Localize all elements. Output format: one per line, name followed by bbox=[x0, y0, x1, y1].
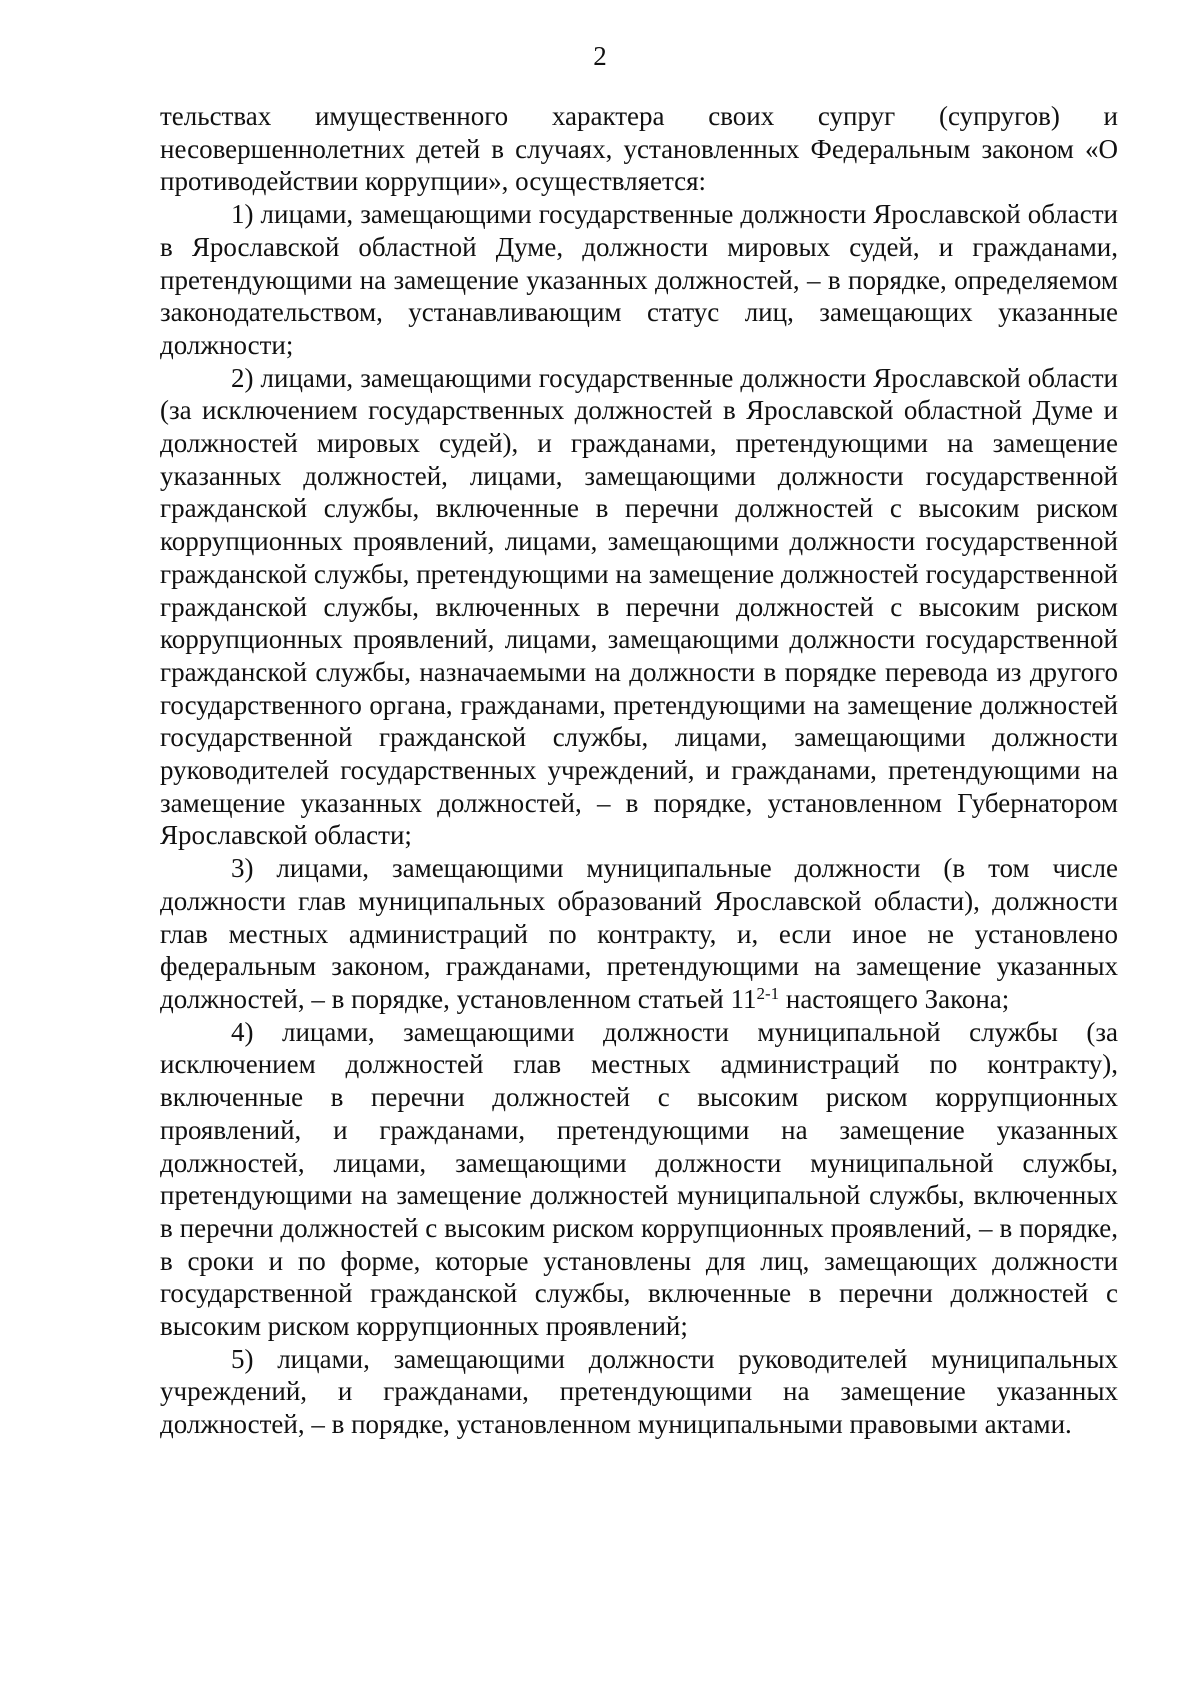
item-3-text: 3) лицами, замещающими муниципальные должности (в том числе должности глав муниципальных образований Ярославской области), должности глав местных администраций по контракту, и, если иное не установлено федеральным законом, гражданами, претендующими на замещение указанных должностей, – в порядке, установленном статьей 11 bbox=[160, 853, 1118, 1014]
page-number: 2 bbox=[593, 41, 607, 71]
document-body bbox=[160, 100, 1118, 1441]
paragraph-item-2: 2) лицами, замещающими государственные должности Ярославской области (за исключением государственных должностей в Ярославской областной Думе и должностей мировых судей), и гражданами, претендующими на замещение указанных должностей, лицами, замещающими должности государственной гражданской службы, включенные в перечни должностей с высоким риском коррупционных проявлений, лицами, замещающими должности государственной гражданской службы, претендующими на замещение должностей государственной гражданской службы, включенных в перечни должностей с высоким риском коррупционных проявлений, лицами, замещающими должности государственной гражданской службы, назначаемыми на должности в порядке перевода из другого государственного органа, гражданами, претендующими на замещение должностей государственной гражданской службы, лицами, замещающими должности руководителей государственных учреждений, и гражданами, претендующими на замещение указанных должностей, – в порядке, установленном Губернатором Ярославской области; bbox=[160, 362, 1118, 851]
paragraph-item-4: 4) лицами, замещающими должности муниципальной службы (за исключением должностей глав местных администраций по контракту), включенные в перечни должностей с высоким риском коррупционных проявлений, и гражданами, претендующими на замещение указанных должностей, лицами, замещающими должности муниципальной службы, претендующими на замещение должностей муниципальной службы, включенных в перечни должностей с высоким риском коррупционных проявлений, – в порядке, в сроки и по форме, которые установлены для лиц, замещающих должности государственной гражданской службы, включенные в перечни должностей с высоким риском коррупционных проявлений; bbox=[160, 1016, 1118, 1342]
paragraph-intro: тельствах имущественного характера своих супруг (супругов) и несовершеннолетних детей в случаях, установленных Федеральным законом «О противодействии коррупции», осуществляется: bbox=[160, 101, 1118, 197]
paragraph-item-3 bbox=[160, 852, 1118, 1016]
paragraph-item-5: 5) лицами, замещающими должности руководителей муниципальных учреждений, и гражданами, претендующими на замещение указанных должностей, – в порядке, установленном муниципальными правовыми актами. bbox=[160, 1343, 1118, 1440]
paragraph-item-1: 1) лицами, замещающими государственные должности Ярославской области в Ярославской областной Думе, должности мировых судей, и гражданами, претендующими на замещение указанных должностей, – в порядке, определяемом законодательством, устанавливающим статус лиц, замещающих указанные должности; bbox=[160, 199, 1118, 360]
item-3-text-end: настоящего Закона; bbox=[779, 983, 1010, 1014]
article-superscript: 2-1 bbox=[756, 983, 780, 1003]
